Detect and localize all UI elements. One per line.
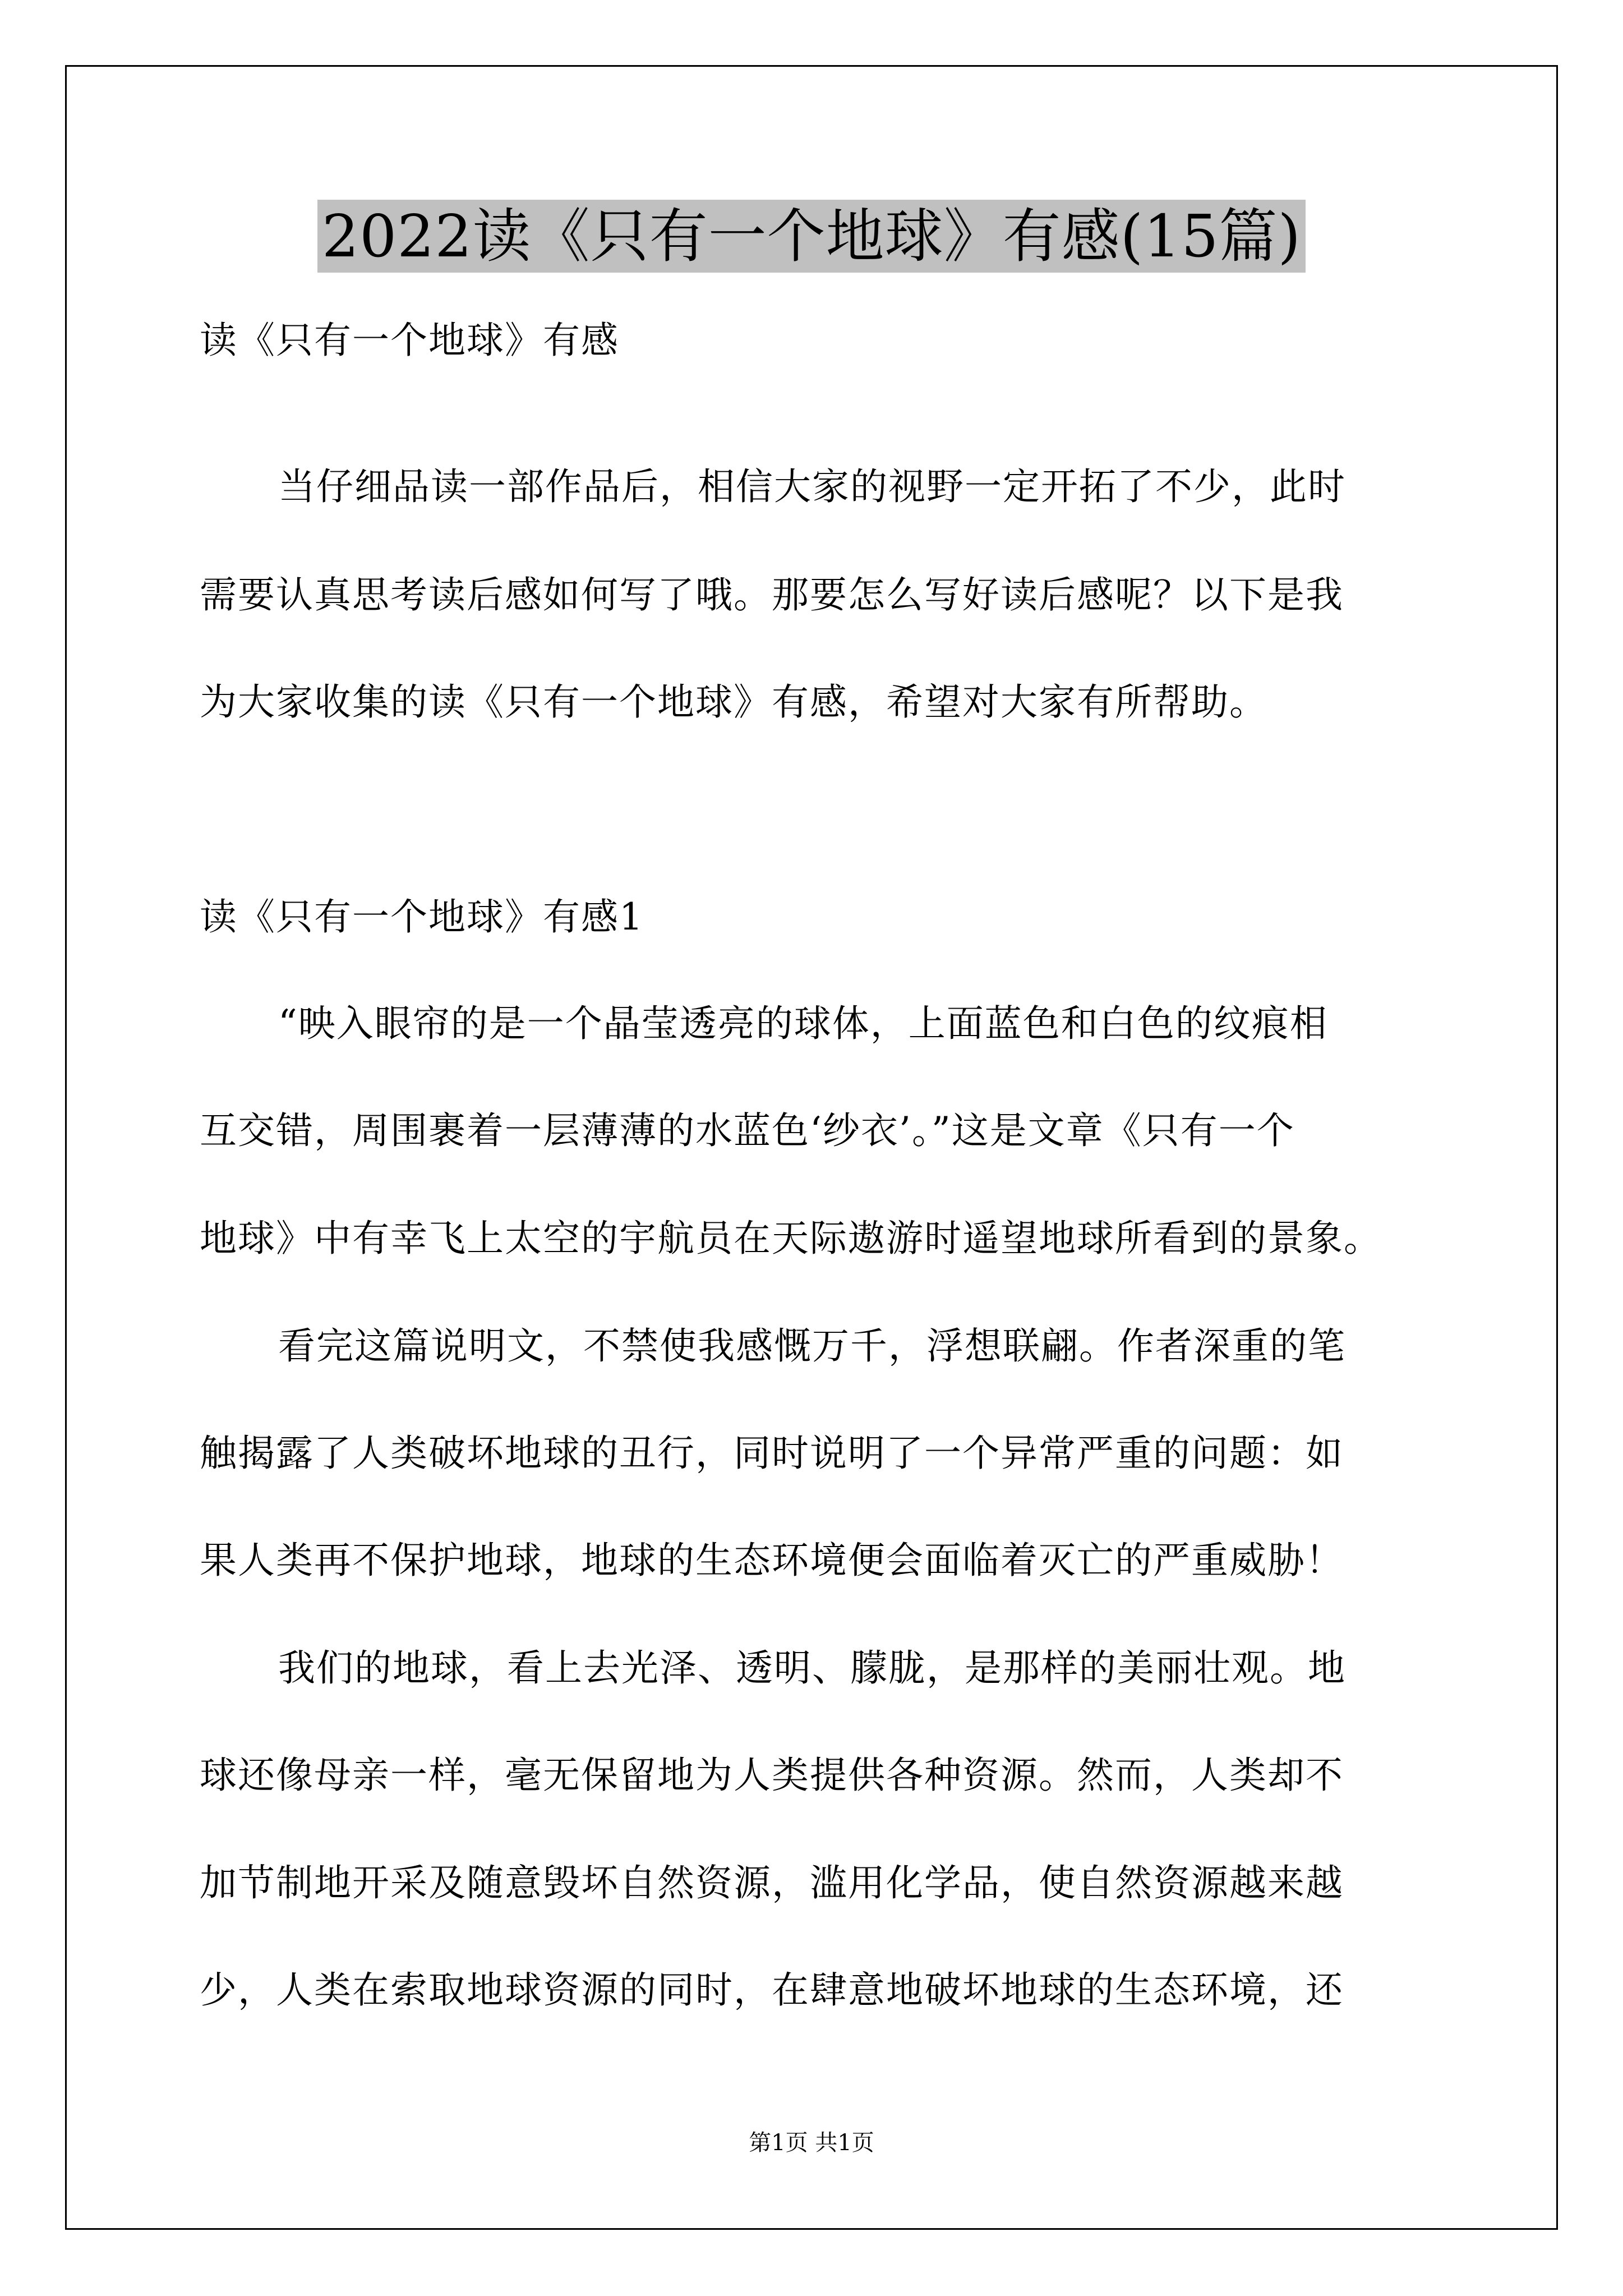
paragraph-line: 球还像母亲一样，毫无保留地为人类提供各种资源。然而，人类却不 xyxy=(200,1754,1344,1797)
paragraph-line: 加节制地开采及随意毁坏自然资源，滥用化学品，使自然资源越来越 xyxy=(200,1861,1344,1904)
paragraph-line: 为大家收集的读《只有一个地球》有感，希望对大家有所帮助。 xyxy=(200,680,1267,724)
paragraph-line: 地球》中有幸飞上太空的宇航员在天际遨游时遥望地球所看到的景象。 xyxy=(200,1217,1382,1260)
paragraph-line: 需要认真思考读后感如何写了哦。那要怎么写好读后感呢？以下是我 xyxy=(200,573,1344,616)
intro-heading: 读《只有一个地球》有感 xyxy=(200,319,619,362)
paragraph-line: 果人类再不保护地球，地球的生态环境便会面临着灭亡的严重威胁！ xyxy=(200,1539,1344,1582)
paragraph-line: “映入眼帘的是一个晶莹透亮的球体，上面蓝色和白色的纹痕相 xyxy=(278,1002,1328,1045)
paragraph-line: 少，人类在索取地球资源的同时，在肆意地破坏地球的生态环境，还 xyxy=(200,1968,1344,2012)
paragraph-line: 我们的地球，看上去光泽、透明、朦胧，是那样的美丽壮观。地 xyxy=(278,1646,1346,1690)
paragraph-line: 触揭露了人类破坏地球的丑行，同时说明了一个异常严重的问题：如 xyxy=(200,1432,1344,1475)
paragraph-line: 看完这篇说明文，不禁使我感慨万千，浮想联翩。作者深重的笔 xyxy=(278,1324,1346,1368)
paragraph-line: 互交错，周围裹着一层薄薄的水蓝色‘纱衣’。”这是文章《只有一个 xyxy=(200,1109,1295,1152)
document-title: 2022读《只有一个地球》有感(15篇) xyxy=(317,200,1306,273)
section-heading: 读《只有一个地球》有感1 xyxy=(200,895,644,938)
page-footer: 第1页 共1页 xyxy=(749,2130,874,2156)
paragraph-line: 当仔细品读一部作品后，相信大家的视野一定开拓了不少，此时 xyxy=(278,465,1346,508)
title-container xyxy=(0,200,1623,273)
